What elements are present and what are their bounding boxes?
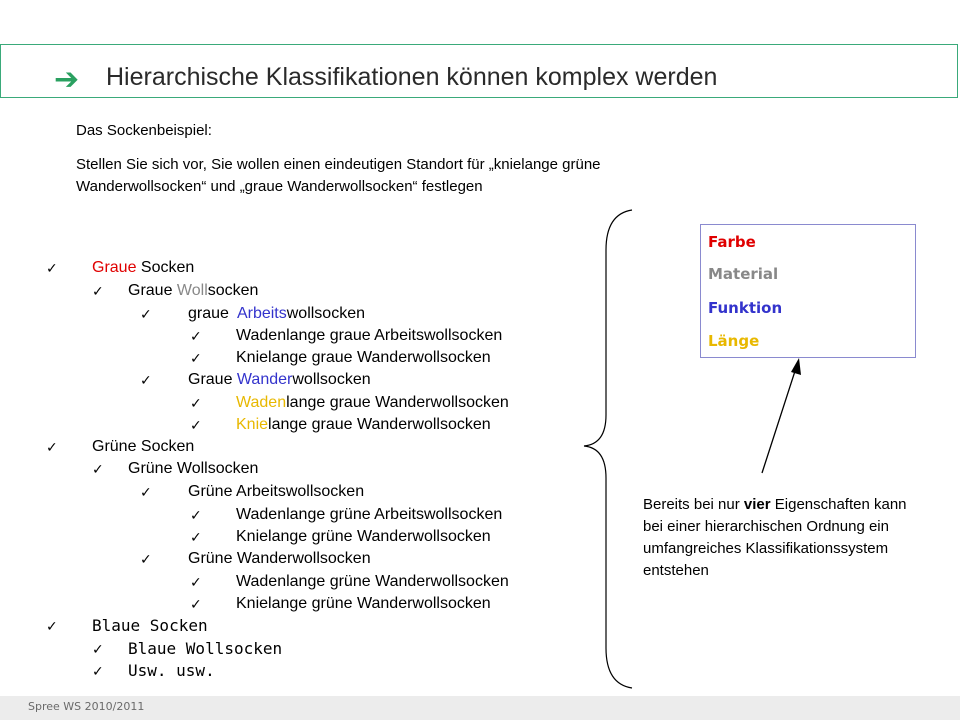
property-material: Material [708, 265, 779, 283]
tree-item-text: Arbeits [236, 305, 287, 322]
arrow-right-icon: ➔ [54, 62, 80, 97]
tree-item-level-2 [188, 304, 365, 324]
tree-item-level-0 [92, 616, 208, 636]
tree-item-text: Wadenlange grüne Arbeitswollsocken [236, 506, 503, 523]
property-laenge: Länge [708, 332, 760, 350]
tree-item-level-0 [92, 437, 194, 457]
note-bold: vier [743, 496, 771, 513]
explanation-note [643, 494, 923, 582]
tree-item-level-1 [128, 661, 215, 681]
tree-item-text: Graue [128, 282, 177, 299]
tree-item-level-3 [236, 348, 491, 368]
tree-item-level-0 [92, 258, 194, 278]
tree-item-text: Wadenlange grüne Wanderwollsocken [236, 573, 509, 590]
tree-item-text: Woll [176, 282, 208, 299]
arrow-head [791, 358, 801, 375]
tree-item-text: wollsocken [292, 371, 371, 388]
tree-item-text: Grüne Socken [92, 438, 195, 455]
tree-item-text: Usw. usw. [128, 661, 215, 680]
tree-item-text: Blaue Wollsocken [128, 639, 283, 658]
tree-item-level-3 [236, 326, 502, 346]
tree-item-level-3 [236, 572, 509, 592]
tree-item-level-2 [188, 482, 364, 502]
tree-item-level-3 [236, 594, 491, 614]
tree-item-text: Wander [236, 371, 293, 388]
tree-item-text: wollsocken [286, 305, 365, 322]
tree-item-text: Blaue Socken [92, 616, 208, 635]
arrow-line [762, 368, 796, 473]
tree-item-text: Waden [236, 394, 287, 411]
tree-item-level-3 [236, 505, 502, 525]
tree-item-text: Knielange grüne Wanderwollsocken [236, 528, 491, 545]
curly-brace [584, 210, 632, 688]
note-text-before: Bereits bei nur [643, 496, 744, 513]
tree-item-level-1 [128, 639, 282, 659]
property-funktion: Funktion [708, 299, 783, 317]
page-title: Hierarchische Klassifikationen können komplex werden [106, 63, 718, 91]
tree-item-text: Grüne Wanderwollsocken [188, 550, 371, 567]
tree-item-level-3 [236, 393, 509, 413]
tree-item-text: graue [188, 305, 237, 322]
tree-item-text: Grüne Wollsocken [128, 460, 259, 477]
tree-item-text: Wadenlange graue Arbeitswollsocken [236, 327, 503, 344]
tree-item-text: Knielange grüne Wanderwollsocken [236, 595, 491, 612]
tree-item-text: socken [207, 282, 259, 299]
tree-item-level-1 [128, 281, 258, 301]
property-farbe: Farbe [708, 233, 756, 251]
tree-item-text: lange graue Wanderwollsocken [268, 416, 491, 433]
tree-item-text: Socken [136, 259, 195, 276]
footer-text: Spree WS 2010/2011 [28, 700, 145, 713]
tree-item-text: Graue [188, 371, 237, 388]
tree-item-level-2 [188, 549, 371, 569]
tree-item-text: Knie [236, 416, 269, 433]
tree-item-level-2 [188, 370, 371, 390]
intro-heading: Das Sockenbeispiel: [76, 122, 212, 139]
note-text-after: Eigenschaften kann bei einer hierarchischen Ordnung ein umfangreiches Klassifikationssystem entstehen [643, 496, 907, 579]
tree-item-text: lange graue Wanderwollsocken [286, 394, 509, 411]
tree-item-text: Grüne Arbeitswollsocken [188, 483, 365, 500]
intro-line-2: Wanderwollsocken“ und „graue Wanderwollsocken“ festlegen [76, 178, 483, 195]
tree-item-text: Graue [92, 259, 137, 276]
tree-item-text: Knielange graue Wanderwollsocken [236, 349, 491, 366]
intro-line-1: Stellen Sie sich vor, Sie wollen einen eindeutigen Standort für „knielange grüne [76, 156, 601, 173]
tree-item-level-3 [236, 527, 491, 547]
tree-item-level-3 [236, 415, 491, 435]
tree-item-level-1 [128, 459, 258, 479]
